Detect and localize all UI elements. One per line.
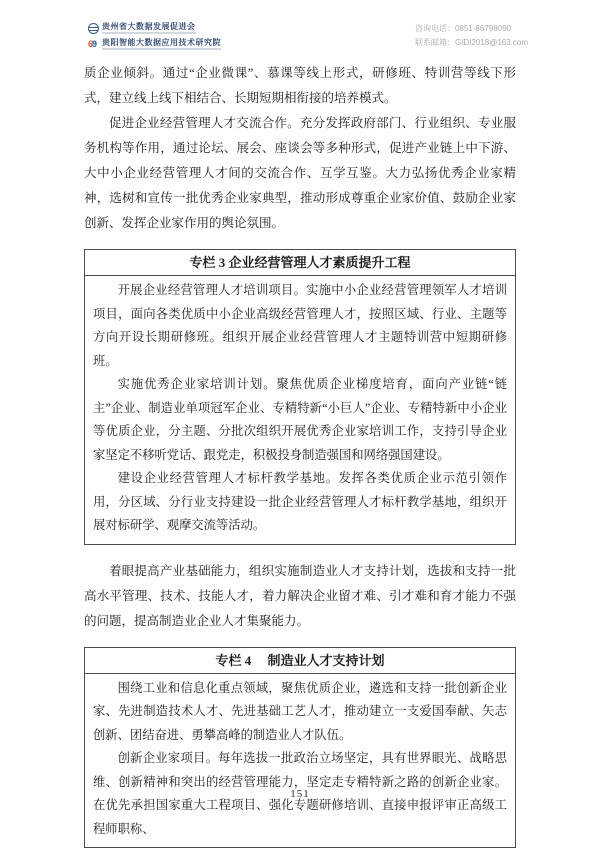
column-box-4 bbox=[84, 647, 516, 848]
paragraph-manufacturing-talent: 着眼提高产业基础能力，组织实施制造业人才支持计划，选拔和支持一批高水平管理、技术、技能人才，着力解决企业留才难、引才难和育才能力不强的问题，提高制造业企业人才集聚能力。 bbox=[84, 563, 516, 628]
column-box-3 bbox=[84, 249, 516, 545]
go-logo-icon: 69 bbox=[88, 38, 97, 49]
box3-paragraph-training: 开展企业经营管理人才培训项目。实施中小企业经营管理领军人才培训项目，面向各类优质中小企业高级经营管理人才，按照区域、行业、主题等方向开设长期研修班。组织开展企业经营管理人才主题特训营中短期研修班。 bbox=[93, 283, 507, 368]
phone-label: 咨询电话： bbox=[414, 24, 455, 33]
institute-logo-subtext bbox=[102, 48, 221, 50]
institute-logo-text: 贵阳智能大数据应用技术研究院 bbox=[102, 38, 221, 47]
page-header bbox=[88, 22, 528, 50]
contact-email-line bbox=[415, 36, 528, 50]
contact-info bbox=[415, 22, 528, 50]
email-label: 联系邮箱： bbox=[414, 38, 455, 47]
document-content bbox=[84, 61, 516, 848]
phone-number: 0851-86798090 bbox=[454, 24, 512, 33]
association-logo-subtext bbox=[102, 32, 196, 34]
column-box-3-body bbox=[85, 276, 515, 544]
box3-paragraph-teaching-base: 建设企业经营管理人才标杆教学基地。发挥各类优质企业示范引领作用，分区域、分行业支持建设一批企业经营管理人才标杆教学基地，组织开展对标研学、观摩交流等活动。 bbox=[93, 471, 507, 532]
box4-paragraph-innovative-entrepreneur: 创新企业家项目。每年选拔一批政治立场坚定，具有世界眼光、战略思维、创新精神和突出的经营管理能力，坚定走专精特新之路的创新企业家。在优先承担国家重大工程项目、强化专题研修培训、直接申报评审正高级工程师职称、 bbox=[93, 751, 507, 836]
paragraph-continuation: 质企业倾斜。通过“企业微课”、慕课等线上形式，研修班、特训营等线下形式，建立线上线下相结合、长期短期相衔接的培养模式。 bbox=[84, 66, 516, 105]
column-box-3-title: 专栏 3 企业经营管理人才素质提升工程 bbox=[85, 250, 515, 276]
header-logos bbox=[88, 22, 221, 50]
page-number: 151 bbox=[290, 788, 310, 800]
association-logo-text: 贵州省大数据发展促进会 bbox=[102, 22, 196, 31]
box4-paragraph-overview: 围绕工业和信息化重点领域，聚焦优质企业，遴选和支持一批创新企业家、先进制造技术人才、先进基础工艺人才，推动建立一支爱国奉献、矢志创新、团结奋进、勇攀高峰的制造业人才队伍。 bbox=[93, 680, 507, 742]
column-box-4-title: 专栏 4 制造业人才支持计划 bbox=[85, 648, 515, 674]
email-address: GIDI2018@163.com bbox=[454, 38, 528, 47]
paragraph-exchange-cooperation: 促进企业经营管理人才交流合作。充分发挥政府部门、行业组织、专业服务机构等作用，通过论坛、展会、座谈会等多种形式，促进产业链上中下游、大中小企业经营管理人才间的交流合作、互学互鉴。大力弘扬优秀企业家精神，选树和宣传一批优秀企业家典型，推动形成尊重企业家价值、鼓励企业家创新、发挥企业家作用的舆论氛围。 bbox=[84, 116, 516, 230]
globe-logo-icon bbox=[88, 23, 99, 34]
contact-phone-line bbox=[415, 22, 528, 36]
column-box-4-body bbox=[85, 674, 515, 848]
institute-logo bbox=[88, 38, 221, 50]
association-logo bbox=[88, 22, 221, 34]
box3-paragraph-entrepreneur-plan: 实施优秀企业家培训计划。聚焦优质企业梯度培育，面向产业链“链主”企业、制造业单项冠军企业、专精特新“小巨人”企业、专精特新中小企业等优质企业，分主题、分批次组织开展优秀企业家培训工作，支持引导企业家坚定不移听党话、跟党走，积极投身制造强国和网络强国建设。 bbox=[93, 377, 507, 462]
